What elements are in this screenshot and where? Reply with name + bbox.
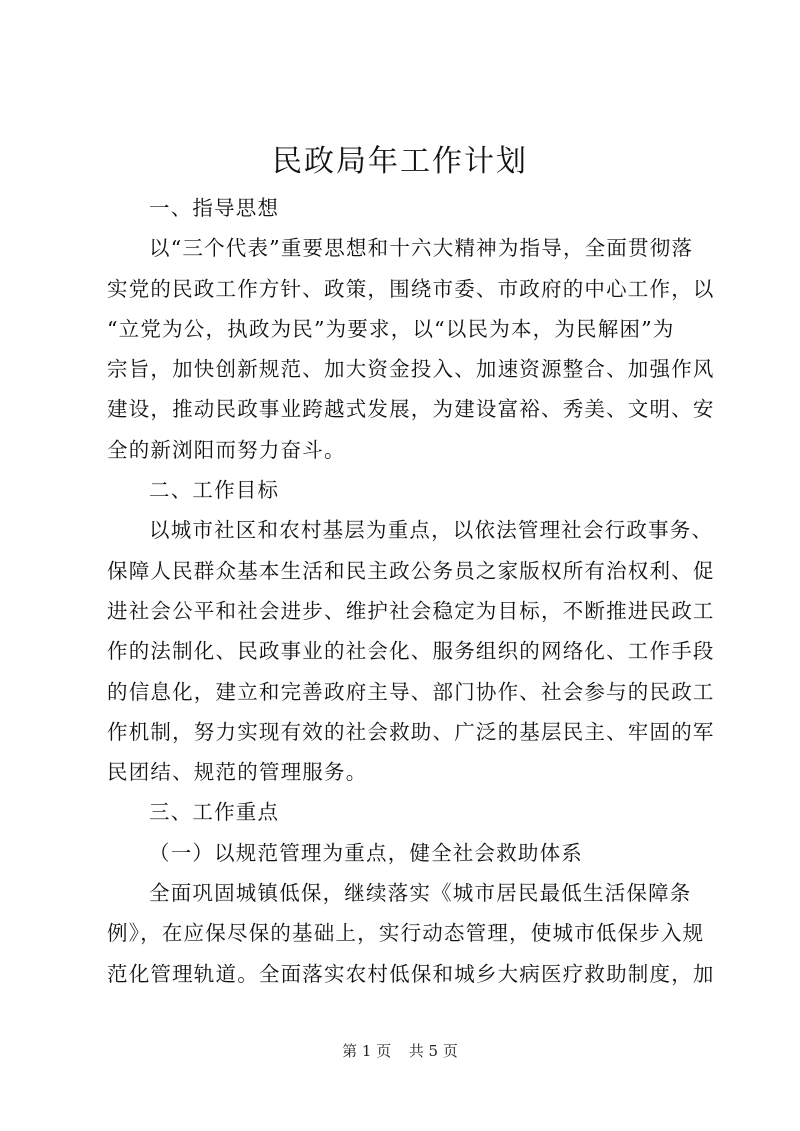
text-line: 以城市社区和农村基层为重点，以依法管理社会行政事务、 <box>149 518 714 543</box>
text-line: 全面巩固城镇低保，继续落实《城市居民最低生活保障条 <box>149 881 692 906</box>
text-line: （一）以规范管理为重点，健全社会救助体系 <box>149 840 583 865</box>
text-line: 建设，推动民政事业跨越式发展，为建设富裕、秀美、文明、安 <box>107 397 715 422</box>
text-line: 实党的民政工作方针、政策，围绕市委、市政府的中心工作，以 <box>107 276 715 301</box>
text-line: 三、工作重点 <box>149 800 280 825</box>
page-number: 第 1 页 <box>342 1042 392 1060</box>
text-line: 作机制，努力实现有效的社会救助、广泛的基层民主、牢固的军 <box>107 719 715 744</box>
text-line: 进社会公平和社会进步、维护社会稳定为目标，不断推进民政工 <box>107 598 715 623</box>
text-line: 保障人民群众基本生活和民主政公务员之家版权所有治权利、促 <box>107 558 715 583</box>
text-line: 民团结、规范的管理服务。 <box>107 760 368 785</box>
text-line: 全的新浏阳而努力奋斗。 <box>107 437 346 462</box>
text-line: 范化管理轨道。全面落实农村低保和城乡大病医疗救助制度，加 <box>107 961 715 986</box>
text-line: 以“三个代表”重要思想和十六大精神为指导，全面贯彻落 <box>149 236 694 261</box>
page-footer <box>0 1040 800 1062</box>
document-body <box>107 188 715 994</box>
page-total: 共 5 页 <box>408 1042 458 1060</box>
text-line: 的信息化，建立和完善政府主导、部门协作、社会参与的民政工 <box>107 679 715 704</box>
text-line: 作的法制化、民政事业的社会化、服务组织的网络化、工作手段 <box>107 639 715 664</box>
text-line: “立党为公，执政为民”为要求，以“以民为本，为民解困”为 <box>107 316 675 341</box>
text-line: 宗旨，加快创新规范、加大资金投入、加速资源整合、加强作风 <box>107 357 715 382</box>
document-title: 民政局年工作计划 <box>272 144 528 179</box>
text-line: 二、工作目标 <box>149 478 280 503</box>
text-line: 一、指导思想 <box>149 196 280 220</box>
text-line: 例》，在应保尽保的基础上，实行动态管理，使城市低保步入规 <box>107 921 705 946</box>
